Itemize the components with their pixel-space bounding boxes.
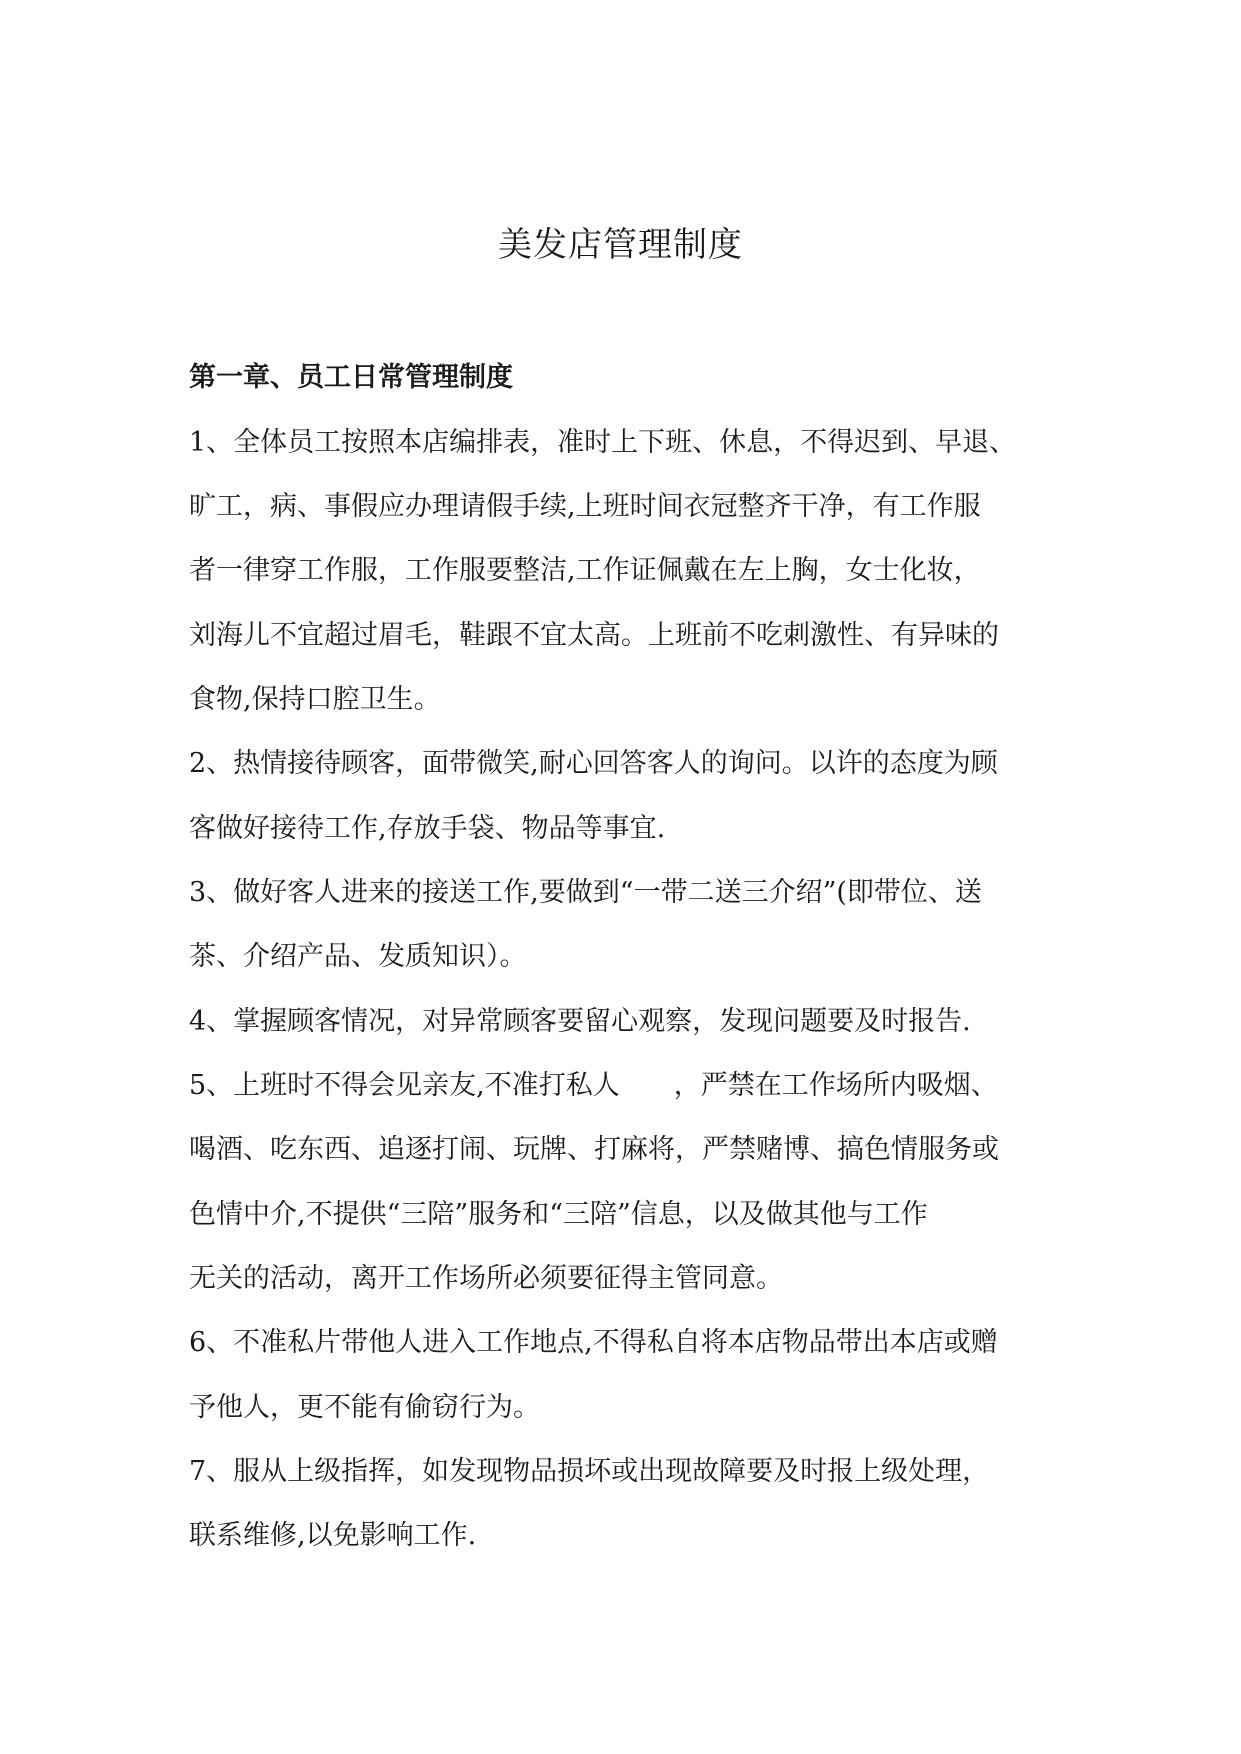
chapter-heading: 第一章、员工日常管理制度 — [189, 362, 513, 393]
text-line: 2、热情接待顾客，面带微笑,耐心回答客人的询问。以许的态度为顾 — [189, 748, 998, 779]
text-line: 3、做好客人进来的接送工作,要做到“一带二送三介绍”(即带位、送 — [189, 877, 982, 908]
text-line: 刘海儿不宜超过眉毛，鞋跟不宜太高。上班前不吃刺激性、有异味的 — [189, 620, 999, 651]
text-line: 无关的活动，离开工作场所必须要征得主管同意。 — [189, 1263, 783, 1294]
text-line: 食物,保持口腔卫生。 — [189, 684, 441, 715]
text-line: 喝酒、吃东西、追逐打闹、玩牌、打麻将，严禁赌博、搞色情服务或 — [189, 1134, 999, 1165]
text-line: 1、全体员工按照本店编排表，准时上下班、休息，不得迟到、早退、 — [189, 427, 1017, 458]
text-line: 客做好接待工作,存放手袋、物品等事宜. — [189, 813, 666, 844]
text-line: 色情中介,不提供“三陪”服务和“三陪”信息，以及做其他与工作 — [189, 1199, 928, 1230]
document-title: 美发店管理制度 — [498, 225, 743, 265]
text-line: 4、掌握顾客情况，对异常顾客要留心观察，发现问题要及时报告. — [189, 1006, 971, 1037]
text-line: 6、不准私片带他人进入工作地点,不得私自将本店物品带出本店或赠 — [189, 1327, 998, 1358]
text-line: 予他人，更不能有偷窃行为。 — [189, 1392, 540, 1423]
text-line: 者一律穿工作服，工作服要整洁,工作证佩戴在左上胸，女士化妆， — [189, 555, 981, 586]
text-line: 5、上班时不得会见亲友,不准打私人 ，严禁在工作场所内吸烟、 — [189, 1070, 998, 1101]
text-line: 茶、介绍产品、发质知识）。 — [189, 941, 527, 972]
text-line: 联系维修,以免影响工作. — [189, 1520, 477, 1551]
text-line: 旷工，病、事假应办理请假手续,上班时间衣冠整齐干净，有工作服 — [189, 491, 981, 522]
text-line: 7、服从上级指挥，如发现物品损坏或出现故障要及时报上级处理， — [189, 1456, 990, 1487]
